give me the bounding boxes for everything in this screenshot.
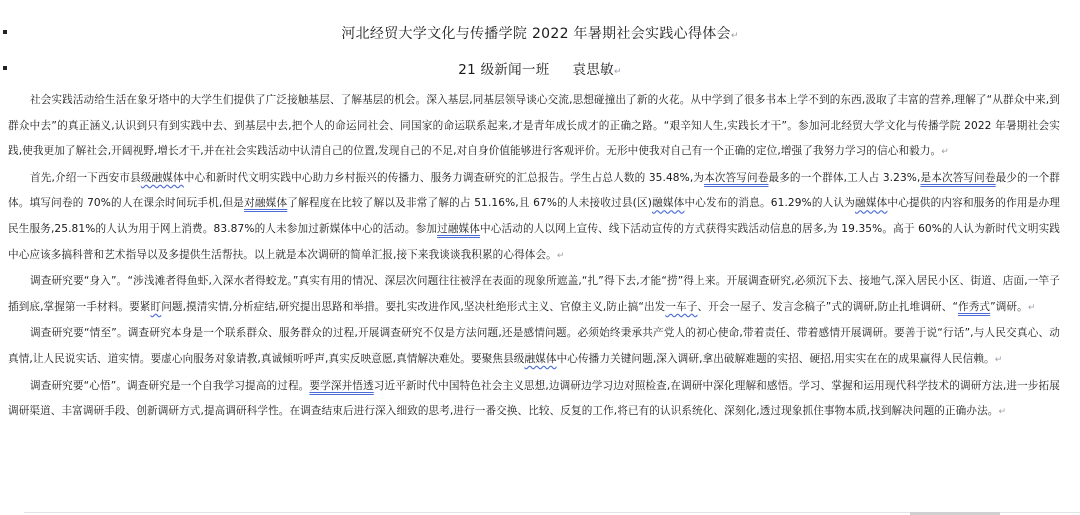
p3-text: 、开会一屋子、发言念稿子”式的调研,防止扎堆调研、“ bbox=[697, 300, 959, 313]
grammar-check-underline[interactable]: 作秀式 bbox=[958, 300, 991, 313]
spell-check-underline[interactable]: 盯 bbox=[150, 300, 162, 313]
spell-check-underline[interactable]: 融媒体 bbox=[855, 197, 888, 210]
p2-text: 首先,介绍一下西安市县 bbox=[30, 171, 141, 184]
paragraph-3[interactable] bbox=[8, 269, 1060, 321]
grammar-check-underline[interactable]: 要学深并悟透 bbox=[309, 379, 374, 392]
grammar-check-underline[interactable]: 过融媒体 bbox=[437, 222, 481, 235]
p2-text: 最少的一个群体。填写问卷的 70%的人在课余时间玩手机,但是 bbox=[8, 171, 1061, 210]
document-title bbox=[0, 23, 1080, 43]
paragraph-mark: ↵ bbox=[613, 67, 622, 77]
p3-text: 问题,摸清实情,分析症结,研究提出思路和举措。要扎实改进作风,坚决杜绝形式主义、官僚主义,防止搞“出发 bbox=[161, 300, 666, 313]
paragraph-5[interactable] bbox=[8, 374, 1060, 426]
grammar-check-underline[interactable]: 是本次答写问卷 bbox=[920, 171, 996, 184]
paragraph-1[interactable] bbox=[8, 88, 1060, 166]
paragraph-mark: ↵ bbox=[998, 407, 1007, 418]
p2-text: 最多的一个群体,工人占 3.23%, bbox=[768, 171, 921, 184]
p2-text: 中心和新时代文明实践中心助力乡村振兴的传播力、服务力调查研究的汇总报告。学生占总人数的 35.48%,为 bbox=[183, 171, 705, 184]
grammar-check-underline[interactable]: 对融媒体 bbox=[244, 197, 288, 210]
spell-check-underline[interactable]: 融媒体 bbox=[652, 197, 685, 210]
paragraph-2[interactable] bbox=[8, 166, 1060, 269]
paragraph-1-text: 社会实践活动给生活在象牙塔中的大学生们提供了广泛接触基层、了解基层的机会。深入基层,同基层领导谈心交流,思想碰撞出了新的火花。从中学到了很多书本上学不到的东西,汲取了丰富的营养,理解了“从群众中来,到群众中去”的真正涵义,认识到只有到实践中去、到基层中去,把个人的命运同社会、同国家的命运联系起来,才是青年成长成才的正确之路。“艰辛知人生,实践长才干”。参加河北经贸大学文化与传播学院 2022 年暑期社会实践,使我更加了解社会,开阔视野,增长才干,并在社会实践活动中认清自己的位置,发现自己的不足,对自身价值能够进行客观评价。无形中使我对自己有一个正确的定位,增强了我努力学习的信心和毅力。 bbox=[8, 94, 1060, 158]
document-body bbox=[8, 88, 1060, 426]
title-text: 河北经贸大学文化与传播学院 2022 年暑期社会实践心得体会 bbox=[341, 26, 731, 42]
spell-check-underline[interactable]: 融媒体 bbox=[524, 352, 557, 365]
paragraph-mark: ↵ bbox=[994, 354, 1003, 365]
paragraph-mark: ↵ bbox=[556, 250, 565, 261]
paragraph-mark: ↵ bbox=[1027, 302, 1036, 313]
p3-text: 调查研究要“身入”。“涉浅滩者得鱼虾,入深水者得蛟龙。”真实有用的情况、深层次问题往往被浮在表面的现象所遮盖,“扎”得下去,才能“捞”得上来。开展调查研究,必须沉下去、接地气,深入居民小区、街道、店面,一竿子插到底,掌握第一手材料。要紧 bbox=[8, 275, 1060, 313]
p4-text: 中心传播力关键问题,深入调研,拿出破解难题的实招、硬招,用实实在在的成果赢得人民信赖。 bbox=[556, 352, 995, 365]
p2-text: 了解程度在比较了解以及非常了解的占 51.16%,且 67%的人未接收过县(区) bbox=[287, 197, 652, 210]
p4-text: 调查研究要“情至”。调查研究本身是一个联系群众、服务群众的过程,开展调查研究不仅是方法问题,还是感情问题。必须始终秉承共产党人的初心使命,带着责任、带着感情开展调研。要善于说“行话”,与人民交真心、动真情,让人民说实话、道实情。要虚心向服务对象请教,真诚倾听呼声,真实反映意愿,真情解决难处。要聚焦县级 bbox=[8, 327, 1060, 365]
spell-check-underline[interactable]: 级融媒体 bbox=[140, 171, 184, 184]
spell-check-underline[interactable]: 一车子 bbox=[665, 300, 698, 313]
p2-text: 中心发布的消息。61.29%的人认为 bbox=[684, 197, 856, 210]
p2-text: 中心活动的人以网上宣传、线下活动宣传的方式获得实践活动信息的居多,为 19.35%。高于 60%的人认为新时代文明实践中心应该多搞科普和艺术指导以及多提供生活帮扶。以上就是本次调研的简单汇报,接下来我谈谈我积累的心得体会。 bbox=[8, 222, 1060, 261]
paragraph-mark: ↵ bbox=[941, 147, 949, 158]
subtitle-text: 21 级新闻一班 袁思敏 bbox=[458, 62, 614, 78]
document-subtitle bbox=[0, 58, 1080, 78]
p5-text: 调查研究要“心悟”。调查研究是一个自我学习提高的过程。 bbox=[30, 379, 310, 392]
paragraph-4[interactable] bbox=[8, 321, 1060, 373]
paragraph-mark: ↵ bbox=[730, 31, 739, 41]
grammar-check-underline[interactable]: 本次答写问卷 bbox=[704, 171, 769, 184]
p3-text: ”调研。 bbox=[990, 300, 1028, 313]
p5-text: 习近平新时代中国特色社会主义思想,边调研边学习边对照检查,在调研中深化理解和感悟。学习、掌握和运用现代科学技术的调研方法,进一步拓展调研渠道、丰富调研手段、创新调研方式,提高调研科学性。在调查结束后进行深入细致的思考,进行一番交换、比较、反复的工作,将已有的认识系统化、深刻化,透过现象抓住事物本质,找到解决问题的正确办法。 bbox=[8, 379, 1060, 418]
p2-text: 中心提供的内容和服务的作用是办理民生服务,25.81%的人认为用于网上消费。83.87%的人未参加过新媒体中心的活动。参加 bbox=[8, 197, 1060, 235]
